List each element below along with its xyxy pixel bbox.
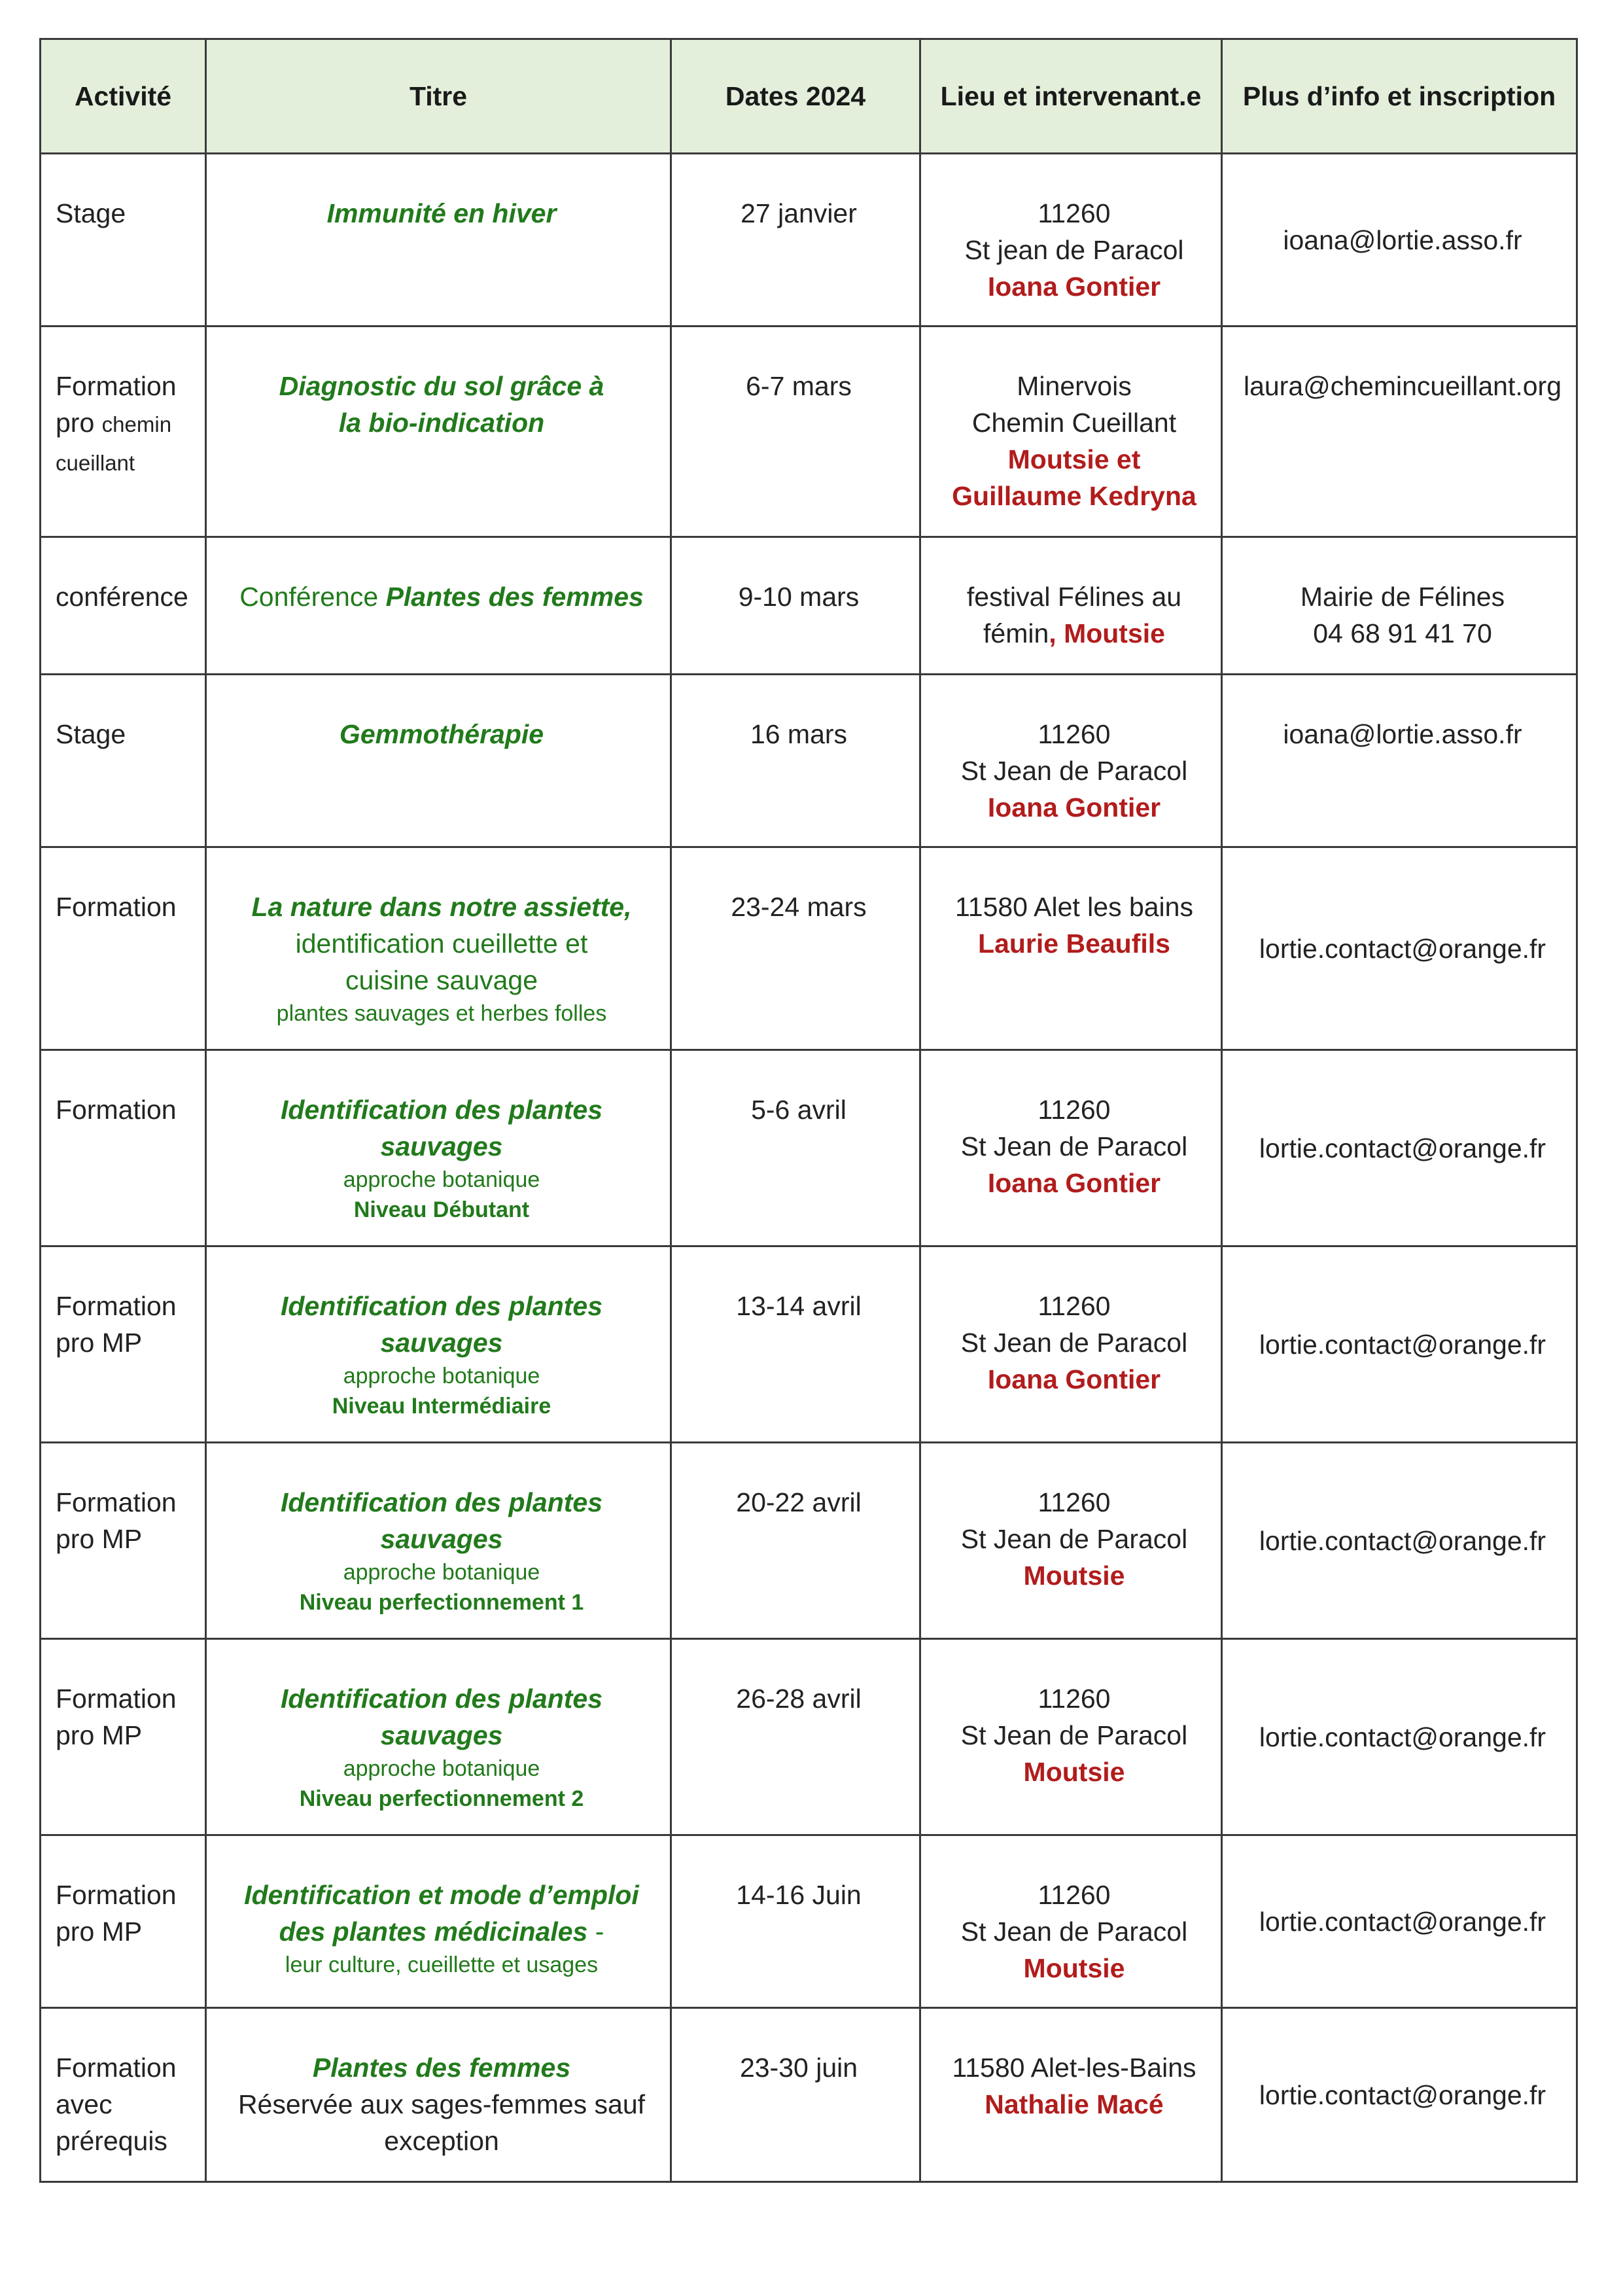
instructor-name: Guillaume Kedryna [952, 481, 1196, 511]
date-cell: 23-24 mars [671, 847, 920, 1050]
date-cell: 20-22 avril [671, 1443, 920, 1639]
location-cell [920, 154, 1222, 327]
activity-label: Formation [56, 371, 177, 401]
course-level: Niveau Intermédiaire [332, 1394, 551, 1419]
activity-label: pro MP [56, 1720, 143, 1750]
activity-label: Formation [56, 1291, 177, 1321]
activity-cell [41, 1443, 206, 1639]
location-line: festival Félines au [966, 582, 1182, 612]
title-cell [206, 1639, 671, 1835]
location-line: Minervois [1017, 371, 1132, 401]
location-line: St Jean de Paracol [960, 1524, 1188, 1554]
location-cell [920, 1639, 1222, 1835]
location-cell [920, 675, 1222, 847]
activity-org-label: chemin cueillant [56, 412, 172, 475]
activity-label: Formation [56, 1487, 177, 1517]
location-cell [920, 1050, 1222, 1246]
table-row [41, 847, 1577, 1050]
course-title: la bio-indication [338, 408, 545, 438]
location-line: 11260 [1038, 1487, 1111, 1517]
activity-label: Formation [56, 1880, 177, 1910]
course-subtitle: cuisine sauvage [345, 965, 538, 995]
instructor-name: Moutsie [1023, 1953, 1125, 1983]
activity-label: Stage [56, 719, 126, 749]
date-cell: 13-14 avril [671, 1246, 920, 1443]
info-cell [1222, 2008, 1577, 2182]
activity-label: pro MP [56, 1328, 143, 1358]
date-cell: 9-10 mars [671, 537, 920, 675]
date-cell: 6-7 mars [671, 327, 920, 537]
course-title: Diagnostic du sol grâce à [279, 371, 604, 401]
header-activite: Activité [41, 39, 206, 154]
activity-label: pro MP [56, 1524, 143, 1554]
activity-label: Formation [56, 2053, 177, 2083]
course-title: des plantes médicinales [279, 1916, 588, 1947]
activity-label: avec [56, 2089, 113, 2119]
title-cell [206, 537, 671, 675]
header-lieu: Lieu et intervenant.e [920, 39, 1222, 154]
title-cell [206, 1443, 671, 1639]
location-line: St Jean de Paracol [960, 1328, 1188, 1358]
course-subtitle: exception [384, 2126, 499, 2156]
title-cell [206, 1835, 671, 2008]
instructor-name: Ioana Gontier [987, 792, 1161, 822]
title-cell [206, 1246, 671, 1443]
course-title: Identification des plantes [280, 1095, 603, 1125]
table-row [41, 1443, 1577, 1639]
activity-label: conférence [56, 582, 188, 612]
info-cell [1222, 154, 1577, 327]
course-approach: approche botanique [343, 1167, 540, 1192]
location-line: Chemin Cueillant [971, 408, 1177, 438]
instructor-name: Ioana Gontier [987, 272, 1161, 302]
course-note: leur culture, cueillette et usages [285, 1952, 599, 1977]
contact-email[interactable]: ioana@lortie.asso.fr [1283, 224, 1522, 255]
course-title: Plantes des femmes [312, 2053, 571, 2083]
contact-email[interactable]: laura@chemincueillant.org [1243, 371, 1562, 401]
activity-label: Formation [56, 1684, 177, 1714]
activity-cell [41, 1246, 206, 1443]
table-row [41, 2008, 1577, 2182]
date-cell: 16 mars [671, 675, 920, 847]
location-line: 11260 [1038, 1291, 1111, 1321]
contact-email[interactable]: ioana@lortie.asso.fr [1283, 719, 1522, 749]
activity-cell [41, 675, 206, 847]
location-cell [920, 2008, 1222, 2182]
contact-email[interactable]: lortie.contact@orange.fr [1259, 2079, 1546, 2110]
course-title: Plantes des femmes [385, 582, 644, 612]
course-title: La nature dans notre assiette, [251, 892, 632, 922]
location-line: St Jean de Paracol [960, 756, 1188, 786]
course-title: Identification des plantes [280, 1684, 603, 1714]
title-cell [206, 2008, 671, 2182]
info-cell [1222, 1246, 1577, 1443]
date-cell: 27 janvier [671, 154, 920, 327]
title-cell [206, 675, 671, 847]
location-cell [920, 847, 1222, 1050]
course-title: Identification des plantes [280, 1291, 603, 1321]
location-line: 11260 [1038, 1880, 1111, 1910]
header-info: Plus d’info et inscription [1222, 39, 1577, 154]
activity-label: Formation [56, 1095, 177, 1125]
activity-cell [41, 2008, 206, 2182]
instructor-name: , Moutsie [1049, 618, 1165, 648]
header-dates: Dates 2024 [671, 39, 920, 154]
instructor-name: Ioana Gontier [987, 1168, 1161, 1198]
title-cell [206, 327, 671, 537]
course-note: plantes sauvages et herbes folles [276, 1001, 607, 1026]
table-row [41, 1835, 1577, 2008]
location-line: St Jean de Paracol [960, 1916, 1188, 1947]
course-level: Niveau perfectionnement 2 [299, 1786, 584, 1811]
info-cell [1222, 1639, 1577, 1835]
activity-cell [41, 847, 206, 1050]
instructor-name: Ioana Gontier [987, 1364, 1161, 1394]
course-title: sauvages [380, 1328, 503, 1358]
course-level: Niveau perfectionnement 1 [299, 1590, 584, 1615]
contact-name: Mairie de Félines [1300, 582, 1505, 612]
activity-cell [41, 1835, 206, 2008]
contact-email[interactable]: lortie.contact@orange.fr [1259, 1525, 1546, 1556]
course-title: sauvages [380, 1131, 503, 1161]
table-row [41, 537, 1577, 675]
location-line: 11260 [1038, 198, 1111, 228]
location-line: 11260 [1038, 1684, 1111, 1714]
course-title: Gemmothérapie [339, 719, 544, 749]
instructor-name: Moutsie et [1007, 444, 1141, 474]
instructor-name: Laurie Beaufils [978, 928, 1170, 959]
activity-cell [41, 1050, 206, 1246]
title-cell [206, 1050, 671, 1246]
activity-label: pro MP [56, 1916, 143, 1947]
location-line: 11580 Alet-les-Bains [952, 2053, 1196, 2083]
title-cell [206, 154, 671, 327]
contact-phone[interactable]: 04 68 91 41 70 [1313, 618, 1492, 648]
table-row [41, 154, 1577, 327]
contact-email[interactable]: lortie.contact@orange.fr [1259, 1906, 1546, 1937]
date-cell: 23-30 juin [671, 2008, 920, 2182]
info-cell [1222, 1050, 1577, 1246]
header-titre: Titre [206, 39, 671, 154]
contact-email[interactable]: lortie.contact@orange.fr [1259, 1722, 1546, 1752]
activity-cell [41, 537, 206, 675]
header-row [41, 39, 1577, 154]
contact-email[interactable]: lortie.contact@orange.fr [1259, 933, 1546, 964]
info-cell [1222, 327, 1577, 537]
course-subtitle: Réservée aux sages-femmes sauf [237, 2089, 646, 2119]
location-line: St Jean de Paracol [960, 1131, 1188, 1161]
table-row [41, 327, 1577, 537]
location-cell [920, 1835, 1222, 2008]
course-title: Immunité en hiver [326, 198, 557, 228]
activity-pro-label: pro [56, 408, 95, 438]
location-line: St jean de Paracol [964, 235, 1184, 265]
title-cell [206, 847, 671, 1050]
info-cell [1222, 675, 1577, 847]
date-cell: 14-16 Juin [671, 1835, 920, 2008]
course-level: Niveau Débutant [353, 1197, 530, 1222]
course-approach: approche botanique [343, 1364, 540, 1388]
location-line: 11260 [1038, 719, 1111, 749]
activity-label: Formation [56, 892, 177, 922]
activity-cell [41, 1639, 206, 1835]
instructor-name: Nathalie Macé [985, 2089, 1164, 2119]
course-title: Identification des plantes [280, 1487, 603, 1517]
date-cell: 5-6 avril [671, 1050, 920, 1246]
info-cell [1222, 1443, 1577, 1639]
course-subtitle: identification cueillette et [295, 928, 588, 959]
schedule-table [39, 38, 1578, 2183]
contact-email[interactable]: lortie.contact@orange.fr [1259, 1133, 1546, 1163]
course-approach: approche botanique [343, 1756, 540, 1781]
location-cell [920, 327, 1222, 537]
course-approach: approche botanique [343, 1560, 540, 1585]
location-cell [920, 1443, 1222, 1639]
location-line: St Jean de Paracol [960, 1720, 1188, 1750]
course-title-prefix: Conférence [239, 582, 379, 612]
course-title: sauvages [380, 1720, 503, 1750]
activity-label: Stage [56, 198, 126, 228]
table-row [41, 1050, 1577, 1246]
title-dash: - [587, 1916, 604, 1947]
activity-label: prérequis [56, 2126, 167, 2156]
info-cell [1222, 1835, 1577, 2008]
contact-email[interactable]: lortie.contact@orange.fr [1259, 1329, 1546, 1360]
table-row [41, 1246, 1577, 1443]
course-title: Identification et mode d’emploi [244, 1880, 639, 1910]
activity-cell [41, 327, 206, 537]
table-row [41, 1639, 1577, 1835]
location-cell [920, 1246, 1222, 1443]
info-cell [1222, 847, 1577, 1050]
location-line: 11580 Alet les bains [955, 892, 1193, 922]
location-cell [920, 537, 1222, 675]
date-cell: 26-28 avril [671, 1639, 920, 1835]
activity-cell [41, 154, 206, 327]
instructor-name: Moutsie [1023, 1757, 1125, 1787]
location-line: 11260 [1038, 1095, 1111, 1125]
instructor-name: Moutsie [1023, 1561, 1125, 1591]
info-cell [1222, 537, 1577, 675]
course-title: sauvages [380, 1524, 503, 1554]
location-line: fémin [983, 618, 1049, 648]
table-row [41, 675, 1577, 847]
